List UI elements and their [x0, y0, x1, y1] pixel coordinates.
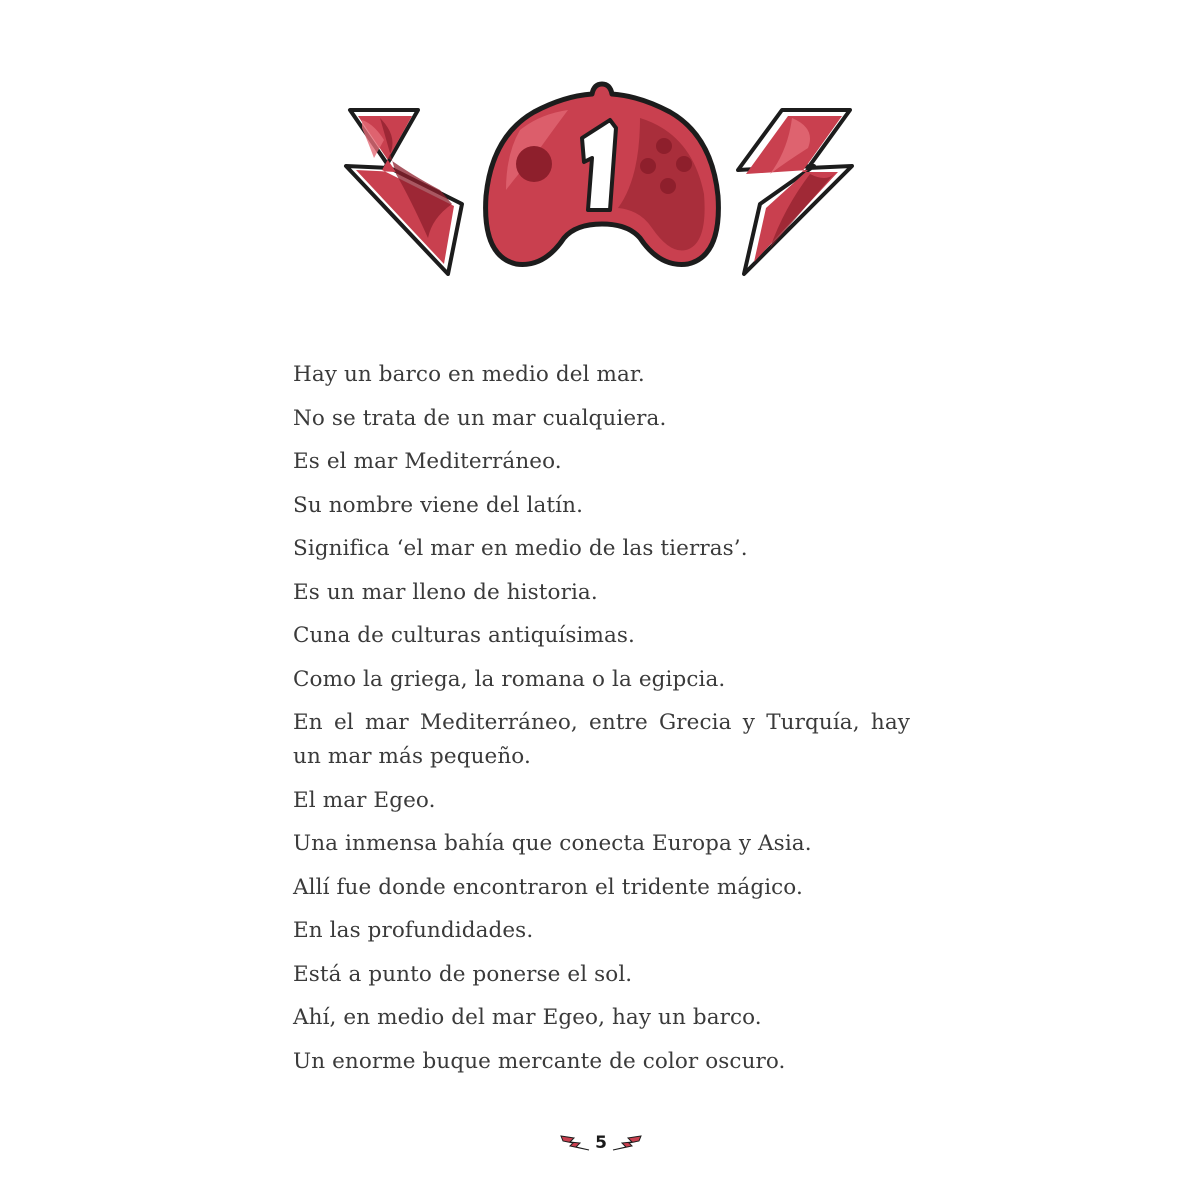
lightning-bolt-icon: [346, 110, 462, 274]
paragraph: En las profundidades.: [293, 918, 534, 943]
small-bolt-right-icon: [612, 1134, 642, 1152]
paragraph: Significa ‘el mar en medio de las tierras’.: [293, 536, 748, 561]
paragraph: En el mar Mediterráneo, entre Grecia y Turquía, hay un mar más pequeño.: [293, 710, 910, 769]
paragraph: Cuna de culturas antiquísimas.: [293, 623, 635, 648]
chapter-header-art: [340, 78, 860, 282]
paragraph: Allí fue donde encontraron el tridente mágico.: [293, 874, 803, 900]
paragraph: Ahí, en medio del mar Egeo, hay un barco.: [293, 1005, 762, 1030]
story-text: [293, 358, 910, 1088]
paragraph: Es el mar Mediterráneo.: [293, 449, 562, 474]
paragraph: Un enorme buque mercante de color oscuro.: [293, 1048, 786, 1074]
lightning-bolt-icon: [738, 110, 852, 274]
small-bolt-left-icon: [560, 1134, 590, 1152]
paragraph: No se trata de un mar cualquiera.: [293, 405, 667, 431]
page-number: 5: [595, 1133, 607, 1153]
paragraph: Está a punto de ponerse el sol.: [293, 961, 633, 987]
paragraph: Es un mar lleno de historia.: [293, 579, 598, 605]
page-footer: [560, 1131, 642, 1155]
game-controller-icon: [486, 84, 719, 264]
paragraph: Una inmensa bahía que conecta Europa y Asia.: [293, 831, 812, 856]
paragraph: Como la griega, la romana o la egipcia.: [293, 666, 726, 692]
paragraph: Su nombre viene del latín.: [293, 492, 584, 518]
paragraph: El mar Egeo.: [293, 787, 436, 813]
paragraph: Hay un barco en medio del mar.: [293, 362, 645, 387]
